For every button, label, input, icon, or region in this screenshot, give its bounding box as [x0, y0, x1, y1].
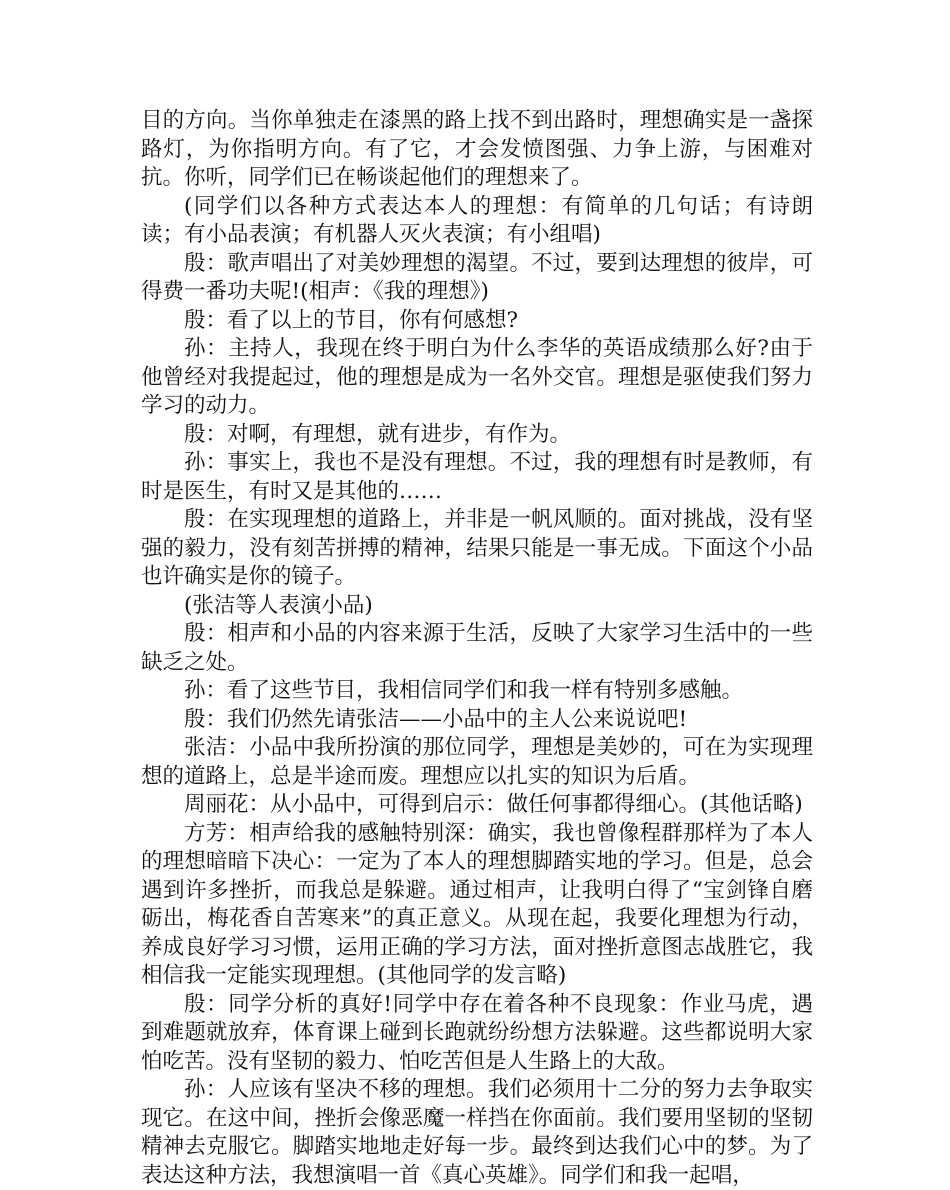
paragraph-14: 周丽花：从小品中，可得到启示：做任何事都得细心。(其他话略) [184, 792, 803, 817]
paragraph-4: 殷：看了以上的节目，你有何感想? [184, 307, 519, 333]
paragraph-15: 方芳：相声给我的感触特别深：确实，我也曾像程群那样为了本人的理想暗暗下决心：一定为了本人的理想脚踏实地的学习。但是，总会遇到许多挫折，而我总是躲避。通过相声，让我明白得了“宝剑锋自磨砺出，梅花香自苦寒来”的真正意义。从现在起，我要化理想为行动，养成良好学习习惯，运用正确的学习方法，面对挫折意图志战胜它，我相信我一定能实现理想。(其他同学的发言略) [141, 820, 813, 988]
paragraph-1: 目的方向。当你单独走在漆黑的路上找不到出路时，理想确实是一盏探路灯，为你指明方向。有了它，才会发愤图强、力争上游，与困难对抗。你听，同学们已在畅谈起他们的理想来了。 [141, 108, 813, 190]
paragraph-12: 殷：我们仍然先请张洁——小品中的主人公来说说吧! [184, 706, 688, 732]
paragraph-13: 张洁：小品中我所扮演的那位同学，理想是美妙的，可在为实现理想的道路上，总是半途而废。理想应以扎实的知识为后盾。 [141, 735, 813, 789]
paragraph-17: 孙：人应该有坚决不移的理想。我们必须用十二分的努力去争取实现它。在这中间，挫折会像恶魔一样挡在你面前。我们要用坚韧的坚韧精神去克服它。脚踏实地地走好每一步。最终到达我们心中的梦。为了表达这种方法，我想演唱一首《真心英雄》。同学们和我一起唱， [141, 1077, 813, 1188]
paragraph-10: 殷：相声和小品的内容来源于生活，反映了大家学习生活中的一些缺乏之处。 [141, 621, 813, 675]
paragraph-2: (同学们以各种方式表达本人的理想：有简单的几句话；有诗朗读；有小品表演；有机器人灭火表演；有小组唱) [141, 193, 813, 247]
paragraph-5: 孙：主持人，我现在终于明白为什么李华的英语成绩那么好?由于他曾经对我提起过，他的理想是成为一名外交官。理想是驱使我们努力学习的动力。 [141, 336, 813, 418]
document-body [141, 107, 813, 1190]
paragraph-8: 殷：在实现理想的道路上，并非是一帆风顺的。面对挑战，没有坚强的毅力，没有刻苦拼搏的精神，结果只能是一事无成。下面这个小品也许确实是你的镜子。 [141, 507, 813, 589]
paragraph-6: 殷：对啊，有理想，就有进步，有作为。 [184, 421, 572, 447]
paragraph-16: 殷：同学分析的真好!同学中存在着各种不良现象：作业马虎，遇到难题就放弃，体育课上碰到长跑就纷纷想方法躲避。这些都说明大家怕吃苦。没有坚韧的毅力、怕吃苦但是人生路上的大敌。 [141, 991, 813, 1074]
paragraph-11: 孙：看了这些节目，我相信同学们和我一样有特别多感触。 [184, 678, 744, 703]
paragraph-7: 孙：事实上，我也不是没有理想。不过，我的理想有时是教师，有时是医生，有时又是其他的…… [141, 450, 813, 504]
paragraph-3: 殷：歌声唱出了对美妙理想的渴望。不过，要到达理想的彼岸，可得费一番功夫呢!(相声：《我的理想》) [141, 250, 813, 304]
paragraph-9: (张洁等人表演小品) [184, 592, 373, 618]
